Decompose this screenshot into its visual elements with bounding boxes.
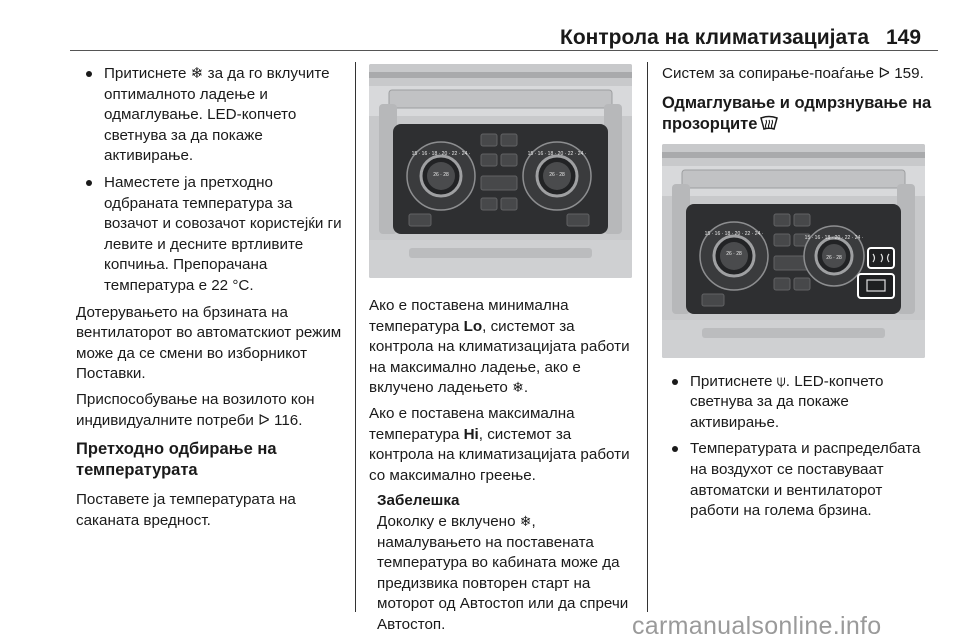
column-divider [647,62,648,612]
paragraph: Систем за сопирање-поаѓање ᐅ 159. [662,65,924,82]
left-temperature-dial-scale: 15 · 16 · 18 · 20 · 22 · 24 · 26 · 28 [704,230,764,258]
column-right [662,64,932,528]
paragraph: Поставете ја температурата на саканата вредност. [76,491,296,529]
list-item: Притиснете ⍦. LED-копчето светнува за да покаже активирање. [662,372,932,434]
climate-control-panel-image [369,64,632,278]
windscreen-defrost-icon [759,115,779,131]
page-number: 149 [886,26,922,49]
section-heading: Одмаглување и одмрзнување на прозорците [662,93,932,133]
snowflake-icon: ❄︎ [512,380,524,397]
bullet-list [76,64,344,297]
note-text: Доколку е вклучено ❄︎, намалувањето на поставената температура во кабината може да предизвика повторен старт на моторот од Автостоп или да спречи Автостоп. [377,512,629,633]
note-title: Забелешка [377,492,460,510]
list-item: Наместете ја претходно одбраната температура за возачот и совозачот користејќи ги левите и десните вртливите копчиња. Препорачана температура е 22 °C. [76,173,344,297]
right-temperature-dial-scale: 15 · 16 · 18 · 20 · 22 · 24 · 26 · 28 [804,234,864,262]
paragraph: Ако е поставена максимална температура Hi, системот за контрола на климатизацијата работи со максимално греење. [369,404,630,484]
bullet-icon [86,71,92,77]
climate-panel-defrost-illustration [662,144,925,358]
bullet-list [662,372,932,522]
paragraph: Дотерувањето на брзината на вентилаторот во автоматскиот режим може да се смени во изборникот Поставки. [76,303,342,383]
climate-panel-illustration [369,64,632,278]
paragraph: Ако е поставена минимална температура Lo, системот за контрола на климатизацијата работи на максимално ладење, ако е вклучено ладењето ❄︎. [369,297,630,397]
watermark: carmanualsonline.info [632,612,882,640]
header-divider [70,50,938,51]
paragraph: Приспособување на возилото кон индивидуалните потреби ᐅ 116. [76,390,315,429]
note-box [369,491,637,635]
climate-control-panel-defrost-image [662,144,925,358]
bullet-icon [672,379,678,385]
column-divider [355,62,356,612]
page-title: Контрола на климатизацијата [560,26,870,49]
bullet-icon [86,180,92,186]
left-temperature-dial-scale: 15 · 16 · 18 · 20 · 22 · 24 · 26 · 28 [411,151,471,178]
section-heading: Претходно одбирање на температурата [76,440,277,480]
list-item: Температурата и распределбата на воздухот се поставуваат автоматски и вентилаторот работи на голема брзина. [662,439,932,521]
column-middle [369,64,637,636]
right-temperature-dial-scale: 15 · 16 · 18 · 20 · 22 · 24 · 26 · 28 [527,151,587,178]
snowflake-icon: ❄︎ [519,513,532,530]
list-item: Притиснете ❄︎ за да го вклучите оптималното ладење и одмаглување. LED-копчето светнува за да покаже активирање. [76,64,344,167]
column-left [76,64,344,536]
bullet-icon [672,446,678,452]
